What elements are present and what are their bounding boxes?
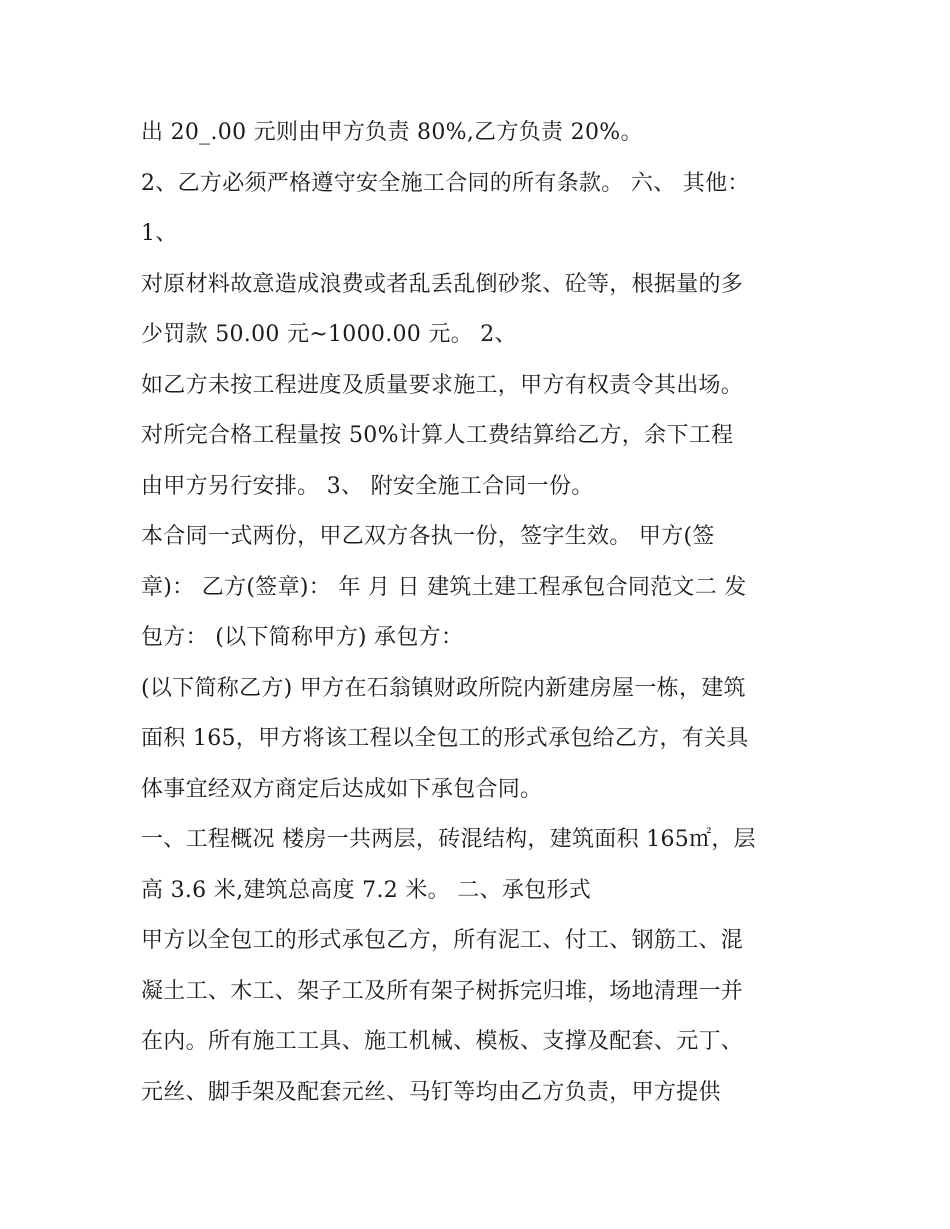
text-line: 元丝、脚手架及配套元丝、马钉等均由乙方负责，甲方提供 bbox=[141, 1079, 721, 1105]
text-line: 出 20_.00 元则由甲方负责 80%,乙方负责 20%。 bbox=[141, 120, 643, 145]
text-line: 高 3.6 米,建筑总高度 7.2 米。 二、承包形式 bbox=[141, 877, 592, 903]
text-line: 由甲方另行安排。 3、 附安全施工合同一份。 bbox=[141, 473, 594, 499]
text-line: 章)： 乙方(签章)： 年 月 日 建筑土建工程承包合同范文二 发 bbox=[141, 574, 747, 600]
text-line: 面积 165，甲方将该工程以全包工的形式承包给乙方，有关具 bbox=[141, 726, 749, 751]
text-line: 在内。所有施工工具、施工机械、模板、支撑及配套、元丁、 bbox=[141, 1029, 744, 1054]
text-line: 对所完合格工程量按 50%计算人工费结算给乙方，余下工程 bbox=[141, 423, 734, 448]
text-line: 甲方以全包工的形式承包乙方，所有泥工、付工、钢筋工、混 bbox=[141, 928, 744, 953]
text-line: 少罚款 50.00 元~1000.00 元。 2、 bbox=[141, 322, 517, 347]
text-line: 1、 bbox=[141, 221, 178, 246]
text-line: (以下简称乙方) 甲方在石翁镇财政所院内新建房屋一栋，建筑 bbox=[141, 675, 746, 701]
text-line: 体事宜经双方商定后达成如下承包合同。 bbox=[141, 776, 543, 802]
text-line: 如乙方未按工程进度及质量要求施工，甲方有权责令其出场。 bbox=[141, 372, 744, 398]
text-line: 对原材料故意造成浪费或者乱丢乱倒砂浆、砼等，根据量的多 bbox=[141, 271, 744, 297]
text-line: 本合同一式两份，甲乙双方各执一份，签字生效。 甲方(签 bbox=[141, 524, 715, 549]
text-line: 包方： (以下简称甲方) 承包方： bbox=[141, 625, 464, 650]
text-line: 凝土工、木工、架子工及所有架子树拆完归堆，场地清理一并 bbox=[141, 978, 744, 1004]
text-line: 一、工程概况 楼房一共两层，砖混结构，建筑面积 165㎡，层 bbox=[141, 827, 756, 852]
text-line: 2、乙方必须严格遵守安全施工合同的所有条款。 六、 其他： bbox=[141, 170, 750, 196]
contract-text-body bbox=[141, 108, 821, 1118]
